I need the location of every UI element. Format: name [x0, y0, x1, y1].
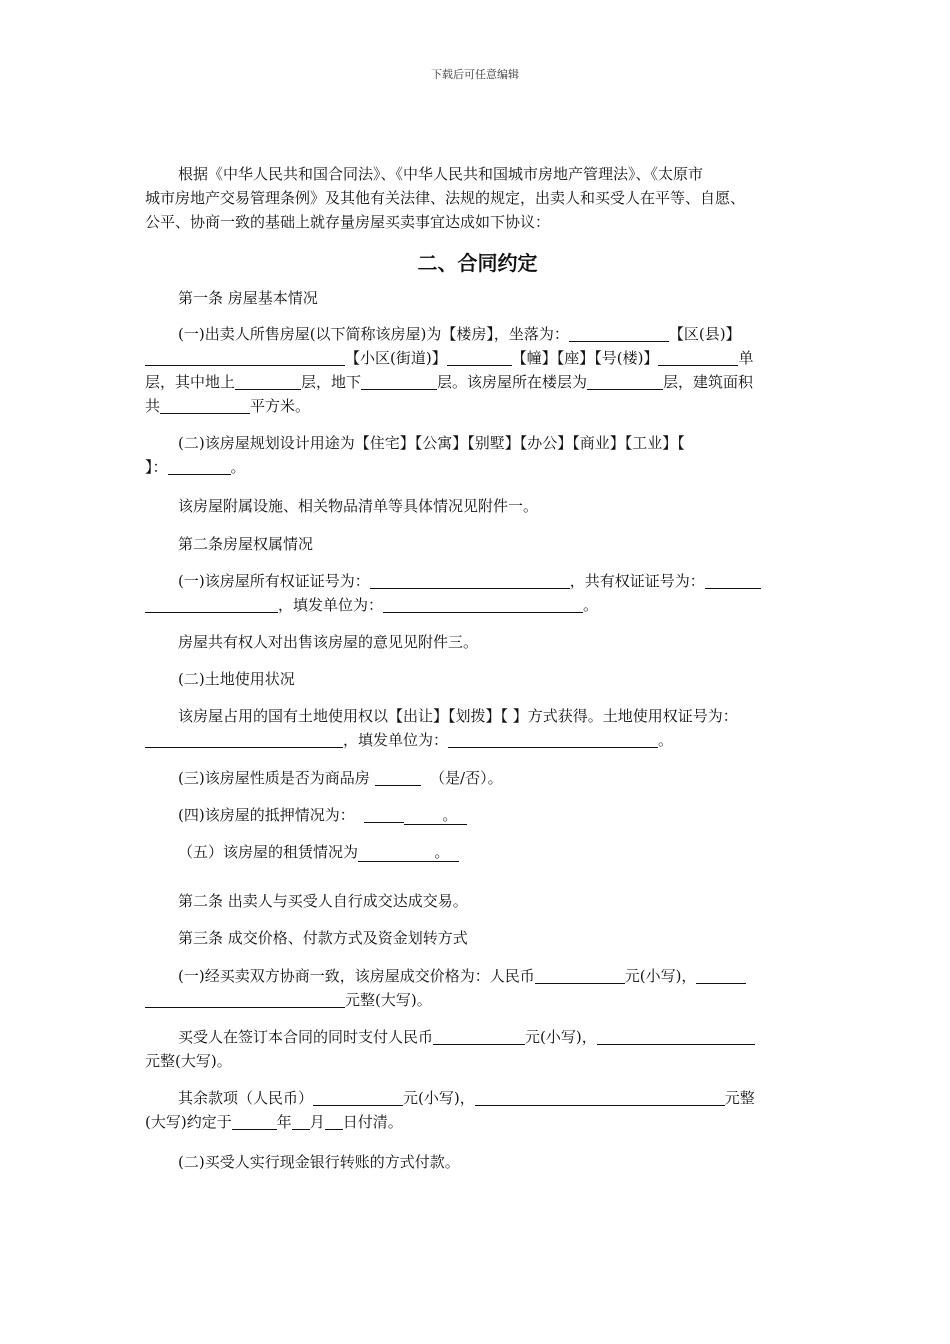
article-3-heading: 第二条 出卖人与买受人自行成交达成交易。: [178, 892, 468, 910]
lease-blank[interactable]: 。: [358, 843, 459, 862]
section-title: 二、合同约定: [417, 251, 538, 275]
article-4-down-payment-line-2: 元整(大写)。: [145, 1052, 232, 1070]
balance-upper-blank[interactable]: [475, 1089, 725, 1106]
text: 元(小写)，: [624, 967, 697, 985]
text: 元(小写)，: [525, 1028, 597, 1046]
text: (一)出卖人所售房屋(以下简称该房屋)为【楼房】，坐落为：: [178, 325, 569, 343]
article-1-attachment-note: 该房屋附属设施、相关物品清单等具体情况见附件一。: [178, 497, 539, 515]
text: 【幢】【座】【号(楼)】: [511, 349, 659, 367]
text: 月: [309, 1113, 325, 1131]
text: 层，建筑面积: [663, 373, 754, 391]
area-blank[interactable]: [160, 397, 250, 414]
article-2-co-owner-note: 房屋共有权人对出售该房屋的意见见附件三。: [178, 633, 479, 651]
co-ownership-cert-blank[interactable]: [705, 572, 761, 589]
article-2-heading: 第二条房屋权属情况: [178, 535, 314, 553]
text: 】：: [145, 458, 168, 476]
article-4-balance-line-1: [178, 1086, 843, 1110]
land-issuing-unit-blank[interactable]: [448, 731, 658, 748]
commercial-housing-blank[interactable]: [375, 769, 421, 786]
building-number-blank[interactable]: [658, 349, 738, 366]
article-1-clause-1-line-4: [145, 394, 810, 418]
text: 层，其中地上: [145, 373, 236, 391]
text: 元整: [724, 1089, 755, 1107]
co-ownership-cert-blank-cont[interactable]: [145, 596, 278, 613]
article-2-land-line-2: [145, 728, 810, 752]
text: 。: [230, 458, 246, 476]
article-4-down-payment-line-1: [178, 1025, 843, 1049]
article-4-balance-line-2: [145, 1110, 810, 1134]
text: ，填发单位为：: [343, 731, 449, 749]
header-note: 下载后可任意编辑: [431, 68, 519, 81]
text: 共: [145, 397, 161, 415]
intro-line-3: 公平、协商一致的基础上就存量房屋买卖事宜达成如下协议：: [145, 213, 551, 231]
day-blank[interactable]: [325, 1113, 343, 1130]
price-lower-blank[interactable]: [535, 967, 625, 984]
price-upper-blank[interactable]: [696, 967, 746, 984]
article-1-clause-2-line-2: [145, 455, 810, 479]
article-1-clause-1-line-2: [145, 346, 810, 370]
article-2-land-use-heading: (二)土地使用状况: [178, 670, 295, 688]
text: ，共有权证证号为：: [569, 572, 705, 590]
article-2-clause-1-line-2: [145, 593, 810, 617]
text: (四)该房屋的抵押情况为：: [178, 806, 355, 824]
balance-lower-blank[interactable]: [313, 1089, 403, 1106]
floors-below-blank[interactable]: [361, 373, 437, 390]
intro-line-2: 城市房地产交易管理条例》及其他有关法律、法规的规定，出卖人和买受人在平等、自愿、: [145, 189, 746, 207]
text: (三)该房屋性质是否为商品房: [178, 769, 370, 787]
text: (大写)约定于: [145, 1113, 232, 1131]
text: 层。该房屋所在楼层为: [437, 373, 588, 391]
article-2-clause-1-line-1: [178, 569, 843, 593]
down-payment-upper-blank[interactable]: [597, 1028, 755, 1045]
community-blank[interactable]: [447, 349, 512, 366]
usage-other-blank[interactable]: [168, 458, 231, 475]
text: 。: [658, 731, 674, 749]
text: 层，地下: [301, 373, 362, 391]
text: 平方米。: [250, 397, 311, 415]
location-blank[interactable]: [569, 325, 669, 342]
text: ，填发单位为：: [278, 596, 384, 614]
floors-above-blank[interactable]: [235, 373, 301, 390]
land-cert-blank[interactable]: [145, 731, 343, 748]
text: (一)经买卖双方协商一致，该房屋成交价格为：人民币: [178, 967, 535, 985]
article-4-clause-2: (二)买受人实行现金银行转账的方式付款。: [178, 1153, 460, 1171]
year-blank[interactable]: [232, 1113, 277, 1130]
intro-line-1: 根据《中华人民共和国合同法》、《中华人民共和国城市房地产管理法》、《太原市: [178, 165, 704, 183]
down-payment-lower-blank[interactable]: [433, 1028, 525, 1045]
article-1-clause-1-line-3: [145, 370, 810, 394]
district-blank[interactable]: [145, 349, 345, 366]
text: （五）该房屋的租赁情况为: [178, 843, 359, 861]
article-4-heading: 第三条 成交价格、付款方式及资金划转方式: [178, 929, 468, 947]
article-2-land-line-1: 该房屋占用的国有土地使用权以【出让】【划拨】【 】方式获得。土地使用权证号为：: [178, 707, 738, 725]
text: 【小区(街道)】: [345, 349, 447, 367]
text: 元整(大写)。: [345, 991, 432, 1009]
text: 其余款项（人民币）: [178, 1089, 314, 1107]
article-2-commercial-housing: [178, 766, 843, 790]
mortgage-blank[interactable]: [364, 806, 404, 823]
mortgage-end: 。: [404, 806, 467, 825]
article-2-mortgage: [178, 803, 843, 827]
text: 元(小写)，: [403, 1089, 475, 1107]
text: 年: [276, 1113, 292, 1131]
article-1-heading: 第一条 房屋基本情况: [178, 289, 318, 307]
article-1-clause-2-line-1: (二)该房屋规划设计用途为【住宅】【公寓】【别墅】【办公】【商业】【工业】【: [178, 434, 685, 452]
text: 【区(县)】: [668, 325, 741, 343]
text: 单: [738, 349, 754, 367]
month-blank[interactable]: [292, 1113, 310, 1130]
price-upper-blank-cont[interactable]: [145, 991, 345, 1008]
text: 日付清。: [342, 1113, 403, 1131]
text: （是/否）。: [430, 769, 503, 787]
text: 买受人在签订本合同的同时支付人民币: [178, 1028, 434, 1046]
article-4-clause-1-line-2: [145, 988, 810, 1012]
text: (一)该房屋所有权证证号为：: [178, 572, 370, 590]
issuing-unit-blank[interactable]: [383, 596, 583, 613]
ownership-cert-blank[interactable]: [370, 572, 570, 589]
article-1-clause-1-line-1: [178, 322, 843, 346]
floor-located-blank[interactable]: [587, 373, 663, 390]
text: 。: [583, 596, 599, 614]
article-2-lease: [178, 840, 843, 864]
article-4-clause-1-line-1: [178, 964, 843, 988]
